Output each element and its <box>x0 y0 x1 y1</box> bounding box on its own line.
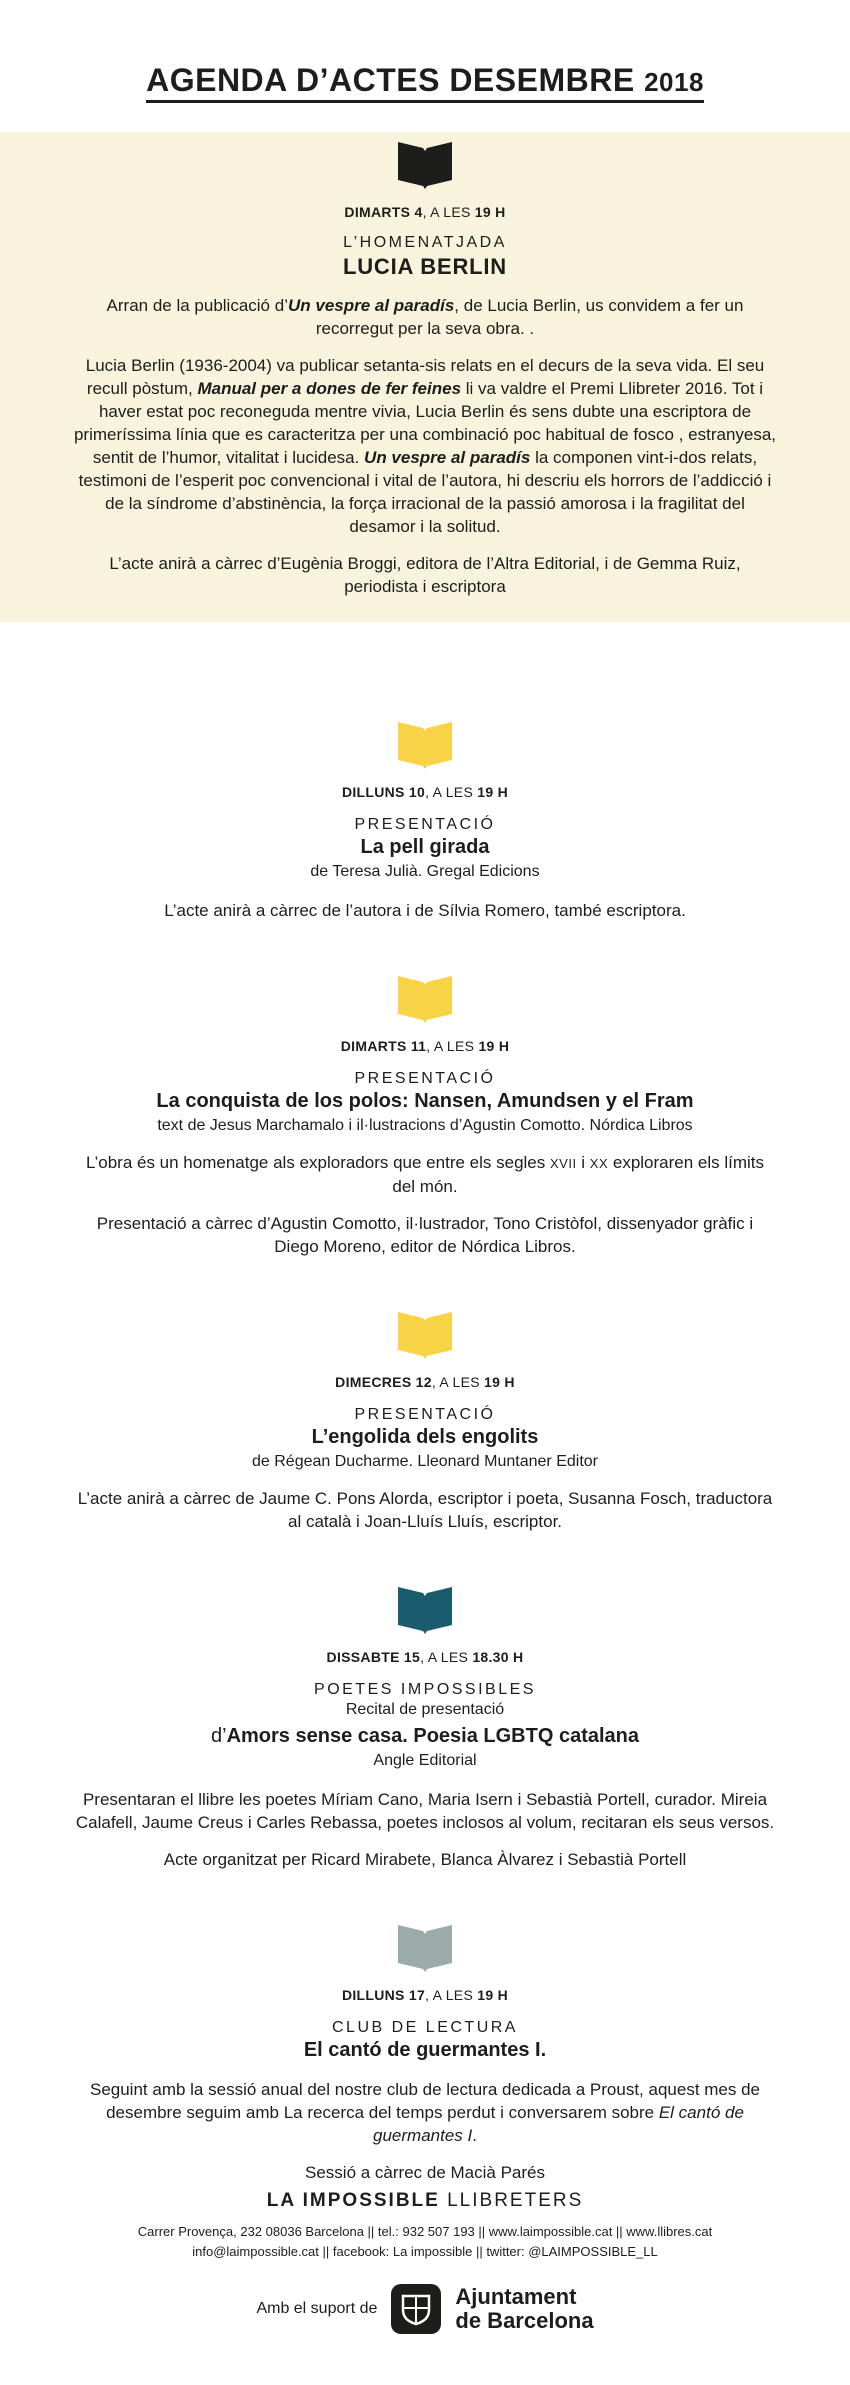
event-paragraph <box>85 1151 765 1198</box>
brand-bold: LA IMPOSSIBLE <box>266 2190 440 2211</box>
para-emphasis: Manual per a dones de fer feines <box>197 379 462 398</box>
event-date <box>0 1649 850 1665</box>
event-date <box>0 1038 850 1054</box>
event-paragraph: Sessió a càrrec de Macià Parés <box>305 2163 545 2182</box>
book-icon <box>396 974 454 1024</box>
event-date <box>0 1374 850 1390</box>
ajuntament-logo-icon <box>391 2284 441 2334</box>
sponsor-text: Amb el suport de <box>256 2300 378 2317</box>
contact-line: info@laimpossible.cat || facebook: La impossible || twitter: @LAIMPOSSIBLE_LL <box>192 2244 658 2259</box>
event-date-time: 19 H <box>484 1374 515 1390</box>
event-pretitle: Recital de presentació <box>345 1701 505 1718</box>
event <box>0 1585 850 1871</box>
event-featured <box>0 132 850 622</box>
event-date-sep: , A LES <box>425 1987 478 2003</box>
event <box>0 974 850 1258</box>
title-main: AGENDA D’ACTES DESEMBRE <box>146 62 635 98</box>
para-text: la componen vint-i-dos relats, testimoni de l’esperit poc convencional i vital de l’autora, hi descriu els horrors de l’addicció i de la síndrome d’abstinència, la força irracional de la passió amorosa i la fragilitat del desamor i la solitud. <box>78 448 772 536</box>
para-text: exploraren els límits del món. <box>392 1153 765 1196</box>
para-text: Arran de la publicació d’ <box>106 296 288 315</box>
event-category: L’HOMENATJADA <box>343 234 507 251</box>
para-text: L’obra és un homenatge als exploradors que entre els segles <box>85 1153 550 1172</box>
book-icon <box>396 140 454 190</box>
event <box>0 1310 850 1533</box>
event-name-text: Amors sense casa. Poesia LGBTQ catalana <box>226 1725 639 1747</box>
page-title-text <box>146 62 704 103</box>
para-smallcaps: XX <box>589 1156 609 1171</box>
event-name: La conquista de los polos: Nansen, Amundsen y el Fram <box>156 1090 694 1112</box>
sponsor-name-line: de Barcelona <box>455 2308 594 2333</box>
event-date <box>0 784 850 800</box>
event-name: La pell girada <box>360 836 490 858</box>
event-subtitle: text de Jesus Marchamalo i il·lustracions d’Agustin Comotto. Nórdica Libros <box>157 1117 693 1134</box>
para-text: i <box>576 1153 590 1172</box>
para-text: Seguint amb la sessió anual del nostre club de lectura dedicada a Proust, aquest mes de desembre seguim amb La recerca del temps perdut i conversarem sobre <box>89 2080 761 2122</box>
para-text: , de Lucia Berlin, us convidem a fer un recorregut per la seva obra. . <box>315 296 744 338</box>
book-icon <box>396 720 454 770</box>
event <box>0 720 850 922</box>
event-name-prefix: d’ <box>211 1725 227 1747</box>
event-paragraph: L’acte anirà a càrrec de l’autora i de Sílvia Romero, també escriptora. <box>164 901 686 920</box>
event-category: POETES IMPOSSIBLES <box>314 1681 536 1698</box>
event-category: PRESENTACIÓ <box>354 1070 496 1087</box>
book-icon <box>396 1310 454 1360</box>
sponsor-name <box>455 2285 593 2333</box>
event-paragraph: L’acte anirà a càrrec de Jaume C. Pons Alorda, escriptor i poeta, Susanna Fosch, traductora al català i Joan-Lluís Lluís, escriptor. <box>77 1489 773 1531</box>
event-date-day: DILLUNS 17 <box>341 1987 426 2003</box>
event <box>0 1923 850 2184</box>
event-date-day: DISSABTE 15 <box>326 1649 421 1665</box>
event-date-sep: , A LES <box>420 1649 473 1665</box>
bookstore-brand <box>0 2190 850 2212</box>
event-date-time: 19 H <box>478 1038 510 1054</box>
event-date-time: 18.30 H <box>472 1649 524 1665</box>
event-subtitle: de Teresa Julià. Gregal Edicions <box>310 863 540 880</box>
footer <box>0 2190 850 2334</box>
event-date-day: DIMARTS 4 <box>344 204 423 220</box>
brand-light: LLIBRETERS <box>439 2190 584 2211</box>
para-emphasis: Un vespre al paradís <box>287 296 455 315</box>
event-paragraph: Presentació a càrrec d’Agustin Comotto, il·lustrador, Tono Cristòfol, dissenyador gràfic i Diego Moreno, editor de Nórdica Libros. <box>96 1214 754 1256</box>
contact-info <box>0 2222 850 2262</box>
book-icon <box>396 1585 454 1635</box>
event-category: CLUB DE LECTURA <box>332 2019 518 2036</box>
event-date-day: DIMARTS 11 <box>340 1038 427 1054</box>
event-date-time: 19 H <box>477 784 509 800</box>
shield-icon <box>399 2292 433 2326</box>
event-date-sep: , A LES <box>425 784 478 800</box>
book-icon <box>396 1923 454 1973</box>
event-date-sep: , A LES <box>431 1374 485 1390</box>
sponsor <box>0 2284 850 2334</box>
event-name: LUCIA BERLIN <box>343 254 507 279</box>
event-date-day: DIMECRES 12 <box>335 1374 432 1390</box>
event-date <box>0 1987 850 2003</box>
event-subtitle: de Régean Ducharme. Lleonard Muntaner Editor <box>252 1453 598 1470</box>
event-category: PRESENTACIÓ <box>354 816 496 833</box>
event-name: L’engolida dels engolits <box>311 1426 539 1448</box>
event-name <box>0 1725 850 1748</box>
para-text: Lucia Berlin (1936-2004) va publicar setanta-sis relats en el decurs de la seva vida. El seu recull pòstum, <box>85 356 765 398</box>
para-emphasis: El cantó de guermantes I <box>373 2103 744 2145</box>
page-title <box>0 0 850 132</box>
event-paragraph: Acte organitzat per Ricard Mirabete, Blanca Àlvarez i Sebastià Portell <box>163 1850 687 1869</box>
para-text: li va valdre el Premi Llibreter 2016. Tot i haver estat poc reconeguda mentre vivia, Lucia Berlin és sens dubte una escriptora de primeríssima línia que es caracteritza per una combinació poc habitual de fosco , estranyesa, sentit de l’humor, vitalitat i lucidesa. <box>73 379 777 467</box>
event-category: PRESENTACIÓ <box>354 1406 496 1423</box>
event-paragraph <box>95 294 755 340</box>
sponsor-name-line: Ajuntament <box>455 2284 577 2309</box>
event-date-sep: , A LES <box>422 204 475 220</box>
para-text: . <box>472 2126 477 2145</box>
event-date-time: 19 H <box>474 204 506 220</box>
para-emphasis: Un vespre al paradís <box>364 448 531 467</box>
event-subtitle: Angle Editorial <box>373 1752 477 1769</box>
event-name: El cantó de guermantes I. <box>303 2039 547 2061</box>
event-paragraph: Presentaran el llibre les poetes Míriam Cano, Maria Isern i Sebastià Portell, curador. Mireia Calafell, Jaume Creus i Carles Rebassa, poetes inclosos al volum, recitaran els seus versos. <box>75 1790 775 1832</box>
title-year: 2018 <box>644 67 704 97</box>
para-smallcaps: XVII <box>549 1156 577 1171</box>
event-date-sep: , A LES <box>426 1038 479 1054</box>
event-date-time: 19 H <box>477 1987 509 2003</box>
event-paragraph: L’acte anirà a càrrec d’Eugènia Broggi, editora de l’Altra Editorial, i de Gemma Ruiz, periodista i escriptora <box>109 554 741 596</box>
event-date <box>0 204 850 220</box>
event-paragraph <box>70 354 780 538</box>
contact-line: Carrer Provença, 232 08036 Barcelona || tel.: 932 507 193 || www.laimpossible.cat || www.llibres.cat <box>137 2224 713 2239</box>
event-paragraph <box>80 2078 770 2147</box>
event-date-day: DILLUNS 10 <box>341 784 426 800</box>
